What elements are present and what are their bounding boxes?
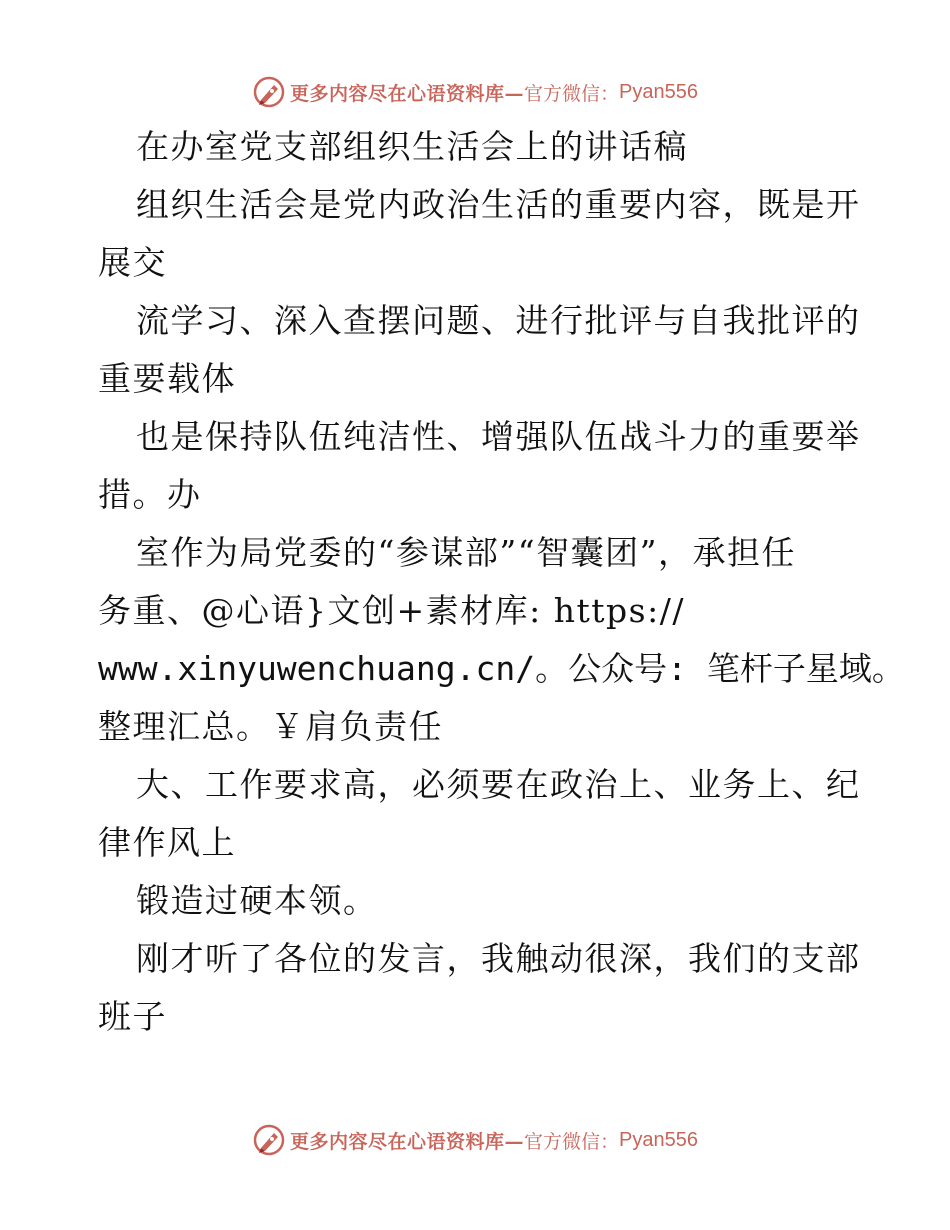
pen-logo-icon	[252, 1123, 286, 1157]
paragraph-line: 组织生活会是党内政治生活的重要内容，既是开	[136, 185, 861, 224]
paragraph-line: www.xinyuwenchuang.cn/。公众号: 笔杆子星域。	[98, 649, 905, 688]
document-body	[98, 118, 905, 1046]
paragraph-line: 律作风上	[98, 823, 236, 862]
paragraph-line: 大、工作要求高，必须要在政治上、业务上、纪	[136, 765, 861, 804]
paragraph-line: 室作为局党委的“参谋部”“智囊团”，承担任	[136, 533, 796, 572]
banner-text: 更多内容尽在心语资料库—	[290, 82, 525, 105]
paragraph-line: 整理汇总。￥肩负责任	[98, 707, 443, 746]
wechat-id: Pyan556	[619, 1128, 698, 1151]
banner-text: 更多内容尽在心语资料库—	[290, 1130, 525, 1153]
paragraph-line: 刚才听了各位的发言，我触动很深，我们的支部	[136, 939, 861, 978]
paragraph-line: 班子	[98, 997, 167, 1036]
footer-banner	[0, 1120, 950, 1160]
pen-logo-icon	[252, 75, 286, 109]
doc-title: 在办室党支部组织生活会上的讲话稿	[136, 127, 688, 166]
wechat-label: 官方微信：	[524, 82, 620, 105]
paragraph-line: 也是保持队伍纯洁性、增强队伍战斗力的重要举	[136, 417, 861, 456]
paragraph-line: 措。办	[98, 475, 202, 514]
wechat-label: 官方微信：	[524, 1130, 620, 1153]
header-banner	[0, 72, 950, 112]
paragraph-line: 重要载体	[98, 359, 236, 398]
paragraph-line: 锻造过硬本领。	[136, 881, 378, 920]
wechat-id: Pyan556	[619, 80, 698, 103]
paragraph-line: 流学习、深入查摆问题、进行批评与自我批评的	[136, 301, 861, 340]
paragraph-line: 务重、@心语}文创+素材库: https://	[98, 591, 685, 630]
paragraph-line: 展交	[98, 243, 167, 282]
